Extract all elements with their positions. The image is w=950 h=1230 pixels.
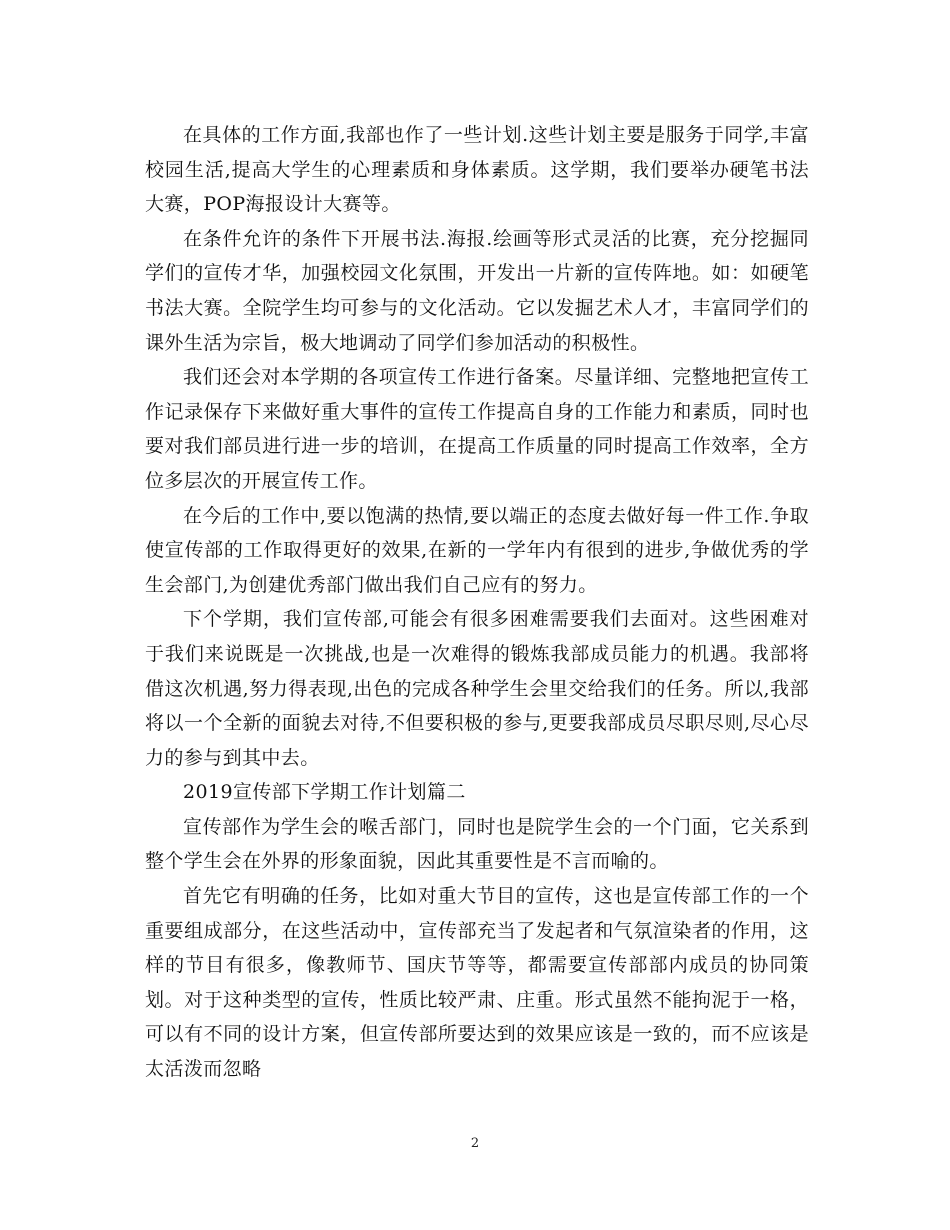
paragraph-3: 我们还会对本学期的各项宣传工作进行备案。尽量详细、完整地把宣传工作记录保存下来做好重大事件的宣传工作提高自身的工作能力和素质，同时也要对我们部员进行进一步的培训，在提高工作质量的同时提高工作效率，全方位多层次的开展宣传工作。	[145, 366, 809, 492]
paragraph-6: 宣传部作为学生会的喉舌部门，同时也是院学生会的一个门面，它关系到整个学生会在外界的形象面貌，因此其重要性是不言而喻的。	[145, 815, 809, 873]
section-heading: 2019宣传部下学期工作计划篇二	[183, 781, 466, 804]
paragraph-4: 在今后的工作中,要以饱满的热情,要以端正的态度去做好每一件工作.争取使宣传部的工作取得更好的效果,在新的一学年内有很到的进步,争做优秀的学生会部门,为创建优秀部门做出我们自己应有的努力。	[145, 504, 809, 596]
paragraph-1: 在具体的工作方面,我部也作了一些计划.这些计划主要是服务于同学,丰富校园生活,提高大学生的心理素质和身体素质。这学期，我们要举办硬笔书法大赛，POP海报设计大赛等。	[145, 124, 809, 216]
document-body	[145, 118, 809, 1087]
page-number: 2	[470, 1136, 480, 1151]
paragraph-5: 下个学期，我们宣传部,可能会有很多困难需要我们去面对。这些困难对于我们来说既是一次挑战,也是一次难得的锻炼我部成员能力的机遇。我部将借这次机遇,努力得表现,出色的完成各种学生会里交给我们的任务。所以,我部将以一个全新的面貌去对待,不但要积极的参与,更要我部成员尽职尽则,尽心尽力的参与到其中去。	[145, 608, 809, 769]
paragraph-7: 首先它有明确的任务，比如对重大节目的宣传，这也是宣传部工作的一个重要组成部分，在这些活动中，宣传部充当了发起者和气氛渲染者的作用，这样的节目有很多，像教师节、国庆节等等，都需要宣传部部内成员的协同策划。对于这种类型的宣传，性质比较严肃、庄重。形式虽然不能拘泥于一格，可以有不同的设计方案，但宣传部所要达到的效果应该是一致的，而不应该是太活泼而忽略	[145, 885, 809, 1081]
paragraph-2: 在条件允许的条件下开展书法.海报.绘画等形式灵活的比赛，充分挖掘同学们的宣传才华，加强校园文化氛围，开发出一片新的宣传阵地。如：如硬笔书法大赛。全院学生均可参与的文化活动。它以发掘艺术人才，丰富同学们的课外生活为宗旨，极大地调动了同学们参加活动的积极性。	[145, 227, 809, 354]
